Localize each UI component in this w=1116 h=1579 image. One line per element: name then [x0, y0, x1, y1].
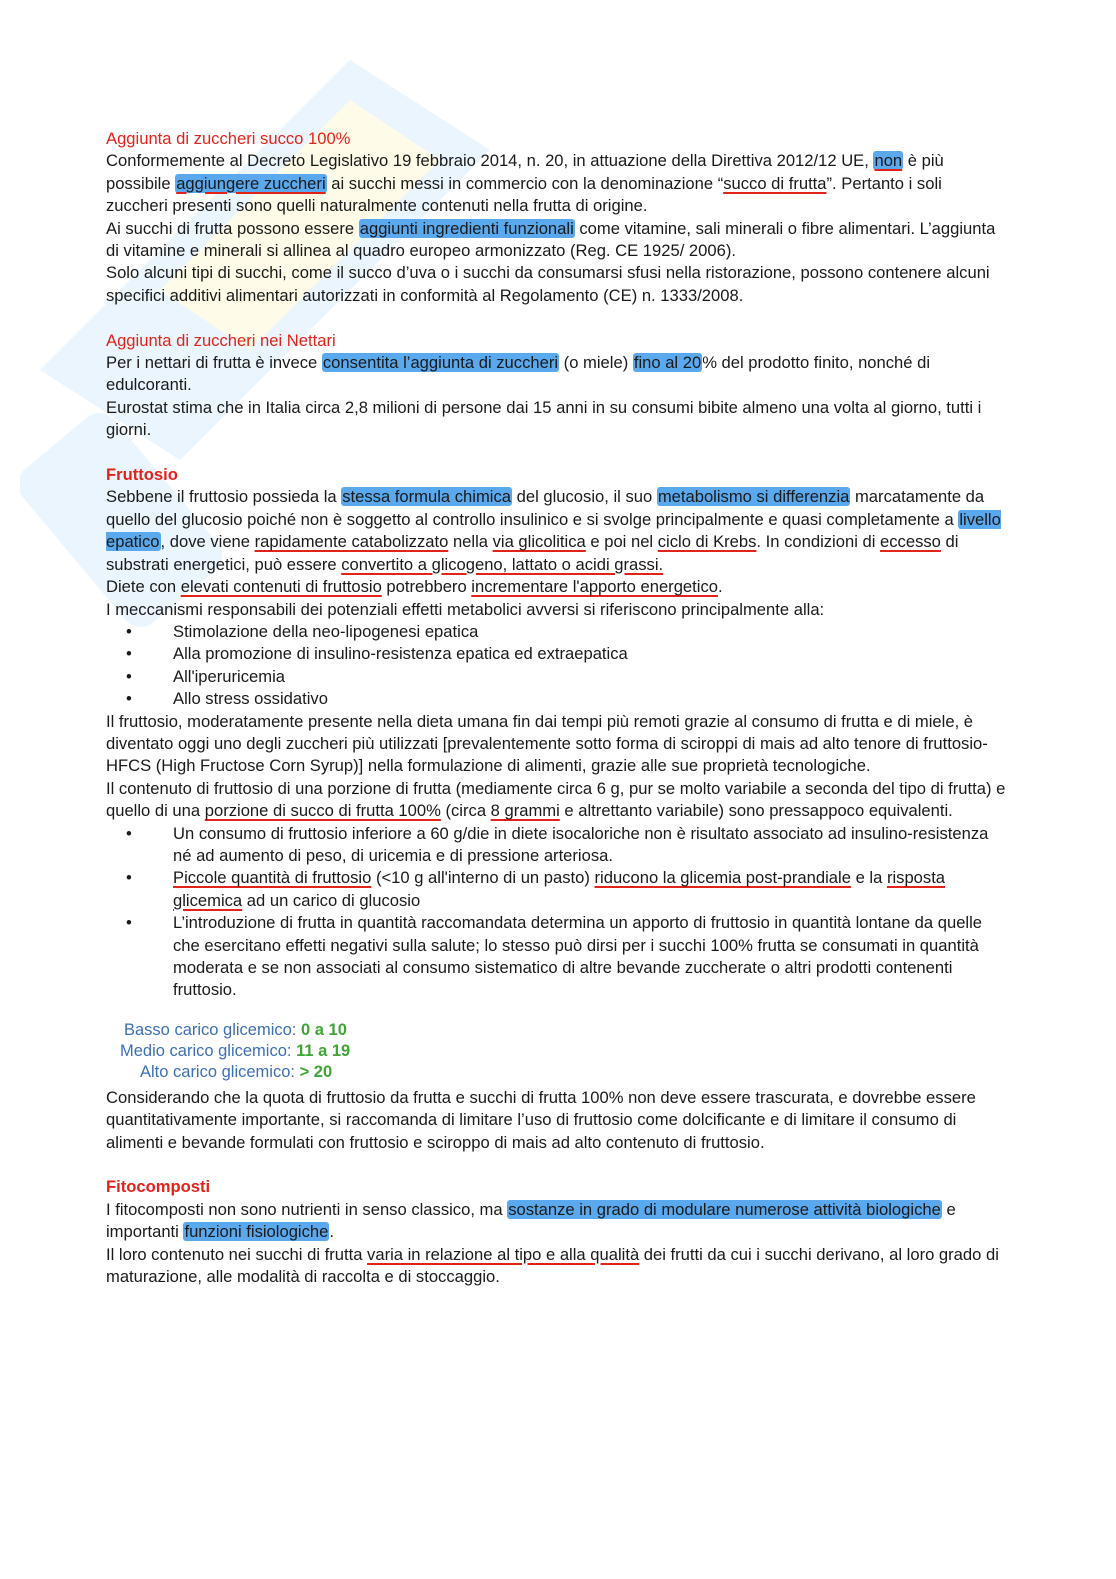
paragraph: Eurostat stima che in Italia circa 2,8 milioni di persone dai 15 anni in su consumi bibite almeno una volta al giorno, tutti i giorni. [106, 397, 982, 440]
list-item: • Stimolazione della neo-lipogenesi epatica [126, 621, 479, 641]
underline: elevati contenuti di fruttosio [180, 577, 382, 597]
paragraph: Il fruttosio, moderatamente presente nella dieta umana fin dai tempi più remoti grazie al consumo di frutta e di miele, è diventato oggi uno degli zuccheri più utilizzati [prevalentemente sotto forma di sciroppi di mais ad alto tenore di fruttosio-HFCS (High Fructose Corn Syrup)] nella formulazione di alimenti, grazie alle sue proprietà tecnologiche. [106, 711, 988, 776]
heading-succo: Aggiunta di zuccheri succo 100% [106, 129, 351, 148]
paragraph: Per i nettari di frutta è invece consentita l’aggiunta di zuccheri (o miele) fino al 20% del prodotto finito, nonché di edulcoranti. [106, 353, 931, 395]
highlight: metabolismo si differenzia [657, 487, 850, 507]
underline: risposta glicemica [173, 868, 946, 910]
paragraph: Conformemente al Decreto Legislativo 19 febbraio 2014, n. 20, in attuazione della Direttiva 2012/12 UE, non è più possibile aggiungere zuccheri ai succhi messi in commercio con la denominazione “succo di frutta”. Pertanto i soli zuccheri presenti sono quelli naturalmente contenuti nella frutta di origine. [106, 151, 944, 216]
list-item: • Alla promozione di insulino-resistenza epatica ed extraepatica [126, 644, 628, 664]
document-page [106, 128, 1006, 1288]
glycemic-row-medium: Medio carico glicemico: 11 a 19 [120, 1041, 351, 1060]
list-item: • Allo stress ossidativo [126, 689, 328, 709]
underline: Piccole quantità di fruttosio [173, 868, 372, 888]
paragraph: I meccanismi responsabili dei potenziali effetti metabolici avversi si riferiscono principalmente alla: [106, 599, 825, 619]
highlight: funzioni fisiologiche [184, 1222, 329, 1242]
paragraph: I fitocomposti non sono nutrienti in senso classico, ma sostanze in grado di modulare numerose attività biologiche e importanti funzioni fisiologiche. [106, 1199, 956, 1242]
points-list [106, 823, 1006, 1002]
highlight: stessa formula chimica [342, 487, 511, 507]
underline: via glicolitica [492, 532, 586, 552]
highlight: aggiunti ingredienti funzionali [359, 218, 574, 238]
paragraph: Solo alcuni tipi di succhi, come il succo d’uva o i succhi da consumarsi sfusi nella ristorazione, possono contenere alcuni specifici additivi alimentari autorizzati in conformità al Regolamento (CE) n. 1333/2008. [106, 263, 990, 305]
paragraph: Diete con elevati contenuti di fruttosio potrebbero incrementare l'apporto energetico. [106, 577, 723, 597]
underline: rapidamente catabolizzato [254, 532, 449, 552]
paragraph: Considerando che la quota di fruttosio da frutta e succhi di frutta 100% non deve essere trascurata, e dovrebbe essere quantitativamente importante, si raccomanda di limitare l’uso di fruttosio come dolcificante e di limitare il consumo di alimenti e bevande formulati con fruttosio e sciroppo di mais ad alto contenuto di fruttosio. [106, 1087, 976, 1152]
highlight: fino al 20 [633, 353, 702, 373]
underline: incrementare l'apporto energetico [471, 577, 718, 597]
underline: porzione di succo di frutta 100% [204, 801, 441, 821]
paragraph: Sebbene il fruttosio possieda la stessa formula chimica del glucosio, il suo metabolismo si differenzia marcatamente da quello del glucosio poiché non è soggetto al controllo insulinico e si svolge principalmente e quasi completamente a livello epatico, dove viene rapidamente catabolizzato nella via glicolitica e poi nel ciclo di Krebs. In condizioni di eccesso di substrati energetici, può essere convertito a glicogeno, lattato o acidi grassi. [106, 487, 1001, 574]
list-item: • All'iperuricemia [126, 666, 285, 686]
highlight: non [874, 151, 903, 171]
underline: varia in relazione al tipo e alla qualità [367, 1244, 640, 1264]
glycemic-row-low: Basso carico glicemico: 0 a 10 [124, 1020, 347, 1039]
paragraph: Il loro contenuto nei succhi di frutta varia in relazione al tipo e alla qualità dei frutti da cui i succhi derivano, al loro grado di maturazione, alle modalità di raccolta e di stoccaggio. [106, 1244, 999, 1287]
highlight: livello epatico [106, 509, 1001, 552]
paragraph: Il contenuto di fruttosio di una porzione di frutta (mediamente circa 6 g, pur se molto variabile a seconda del tipo di frutta) e quello di una porzione di succo di frutta 100% (circa 8 grammi e altrettanto variabile) sono pressappoco equivalenti. [106, 778, 1006, 821]
heading-fitocomposti: Fitocomposti [106, 1177, 211, 1197]
highlight: sostanze in grado di modulare numerose attività biologiche [508, 1199, 941, 1219]
heading-nettari: Aggiunta di zuccheri nei Nettari [106, 330, 336, 350]
list-item: • Un consumo di fruttosio inferiore a 60 g/die in diete isocaloriche non è risultato associato ad insulino-resistenza né ad aumento di peso, di uricemia e di pressione arteriosa. [126, 823, 989, 865]
list-item: • Piccole quantità di fruttosio (<10 g all'interno di un pasto) riducono la glicemia post-prandiale e la risposta glicemica ad un carico di glucosio [126, 868, 946, 910]
underline: 8 grammi [490, 801, 560, 821]
paragraph: Ai succhi di frutta possono essere aggiunti ingredienti funzionali come vitamine, sali minerali o fibre alimentari. L’aggiunta di vitamine e minerali si allinea al quadro europeo armonizzato (Reg. CE 1925/ 2006). [106, 218, 996, 261]
underline: succo di frutta [723, 173, 827, 193]
underline: convertito a glicogeno, lattato o acidi grassi. [341, 554, 664, 574]
glycemic-load-legend [112, 1020, 372, 1083]
mechanisms-list [106, 621, 1006, 711]
glycemic-row-high: Alto carico glicemico: > 20 [140, 1062, 333, 1081]
underline: eccesso [880, 532, 941, 552]
highlight: consentita l’aggiunta di zuccheri [322, 353, 559, 373]
underline: ciclo di Krebs [657, 532, 757, 552]
list-item: • L’introduzione di frutta in quantità raccomandata determina un apporto di fruttosio in quantità lontane da quelle che esercitano effetti negativi sulla salute; lo stesso può dirsi per i succhi 100% frutta se consumati in quantità moderata e se non associati al consumo sistematico di altre bevande zuccherate o altri prodotti contenenti fruttosio. [126, 913, 983, 1000]
highlight: aggiungere zuccheri [176, 173, 326, 193]
heading-fruttosio: Fruttosio [106, 465, 178, 485]
underline: riducono la glicemia post-prandiale [594, 868, 851, 888]
